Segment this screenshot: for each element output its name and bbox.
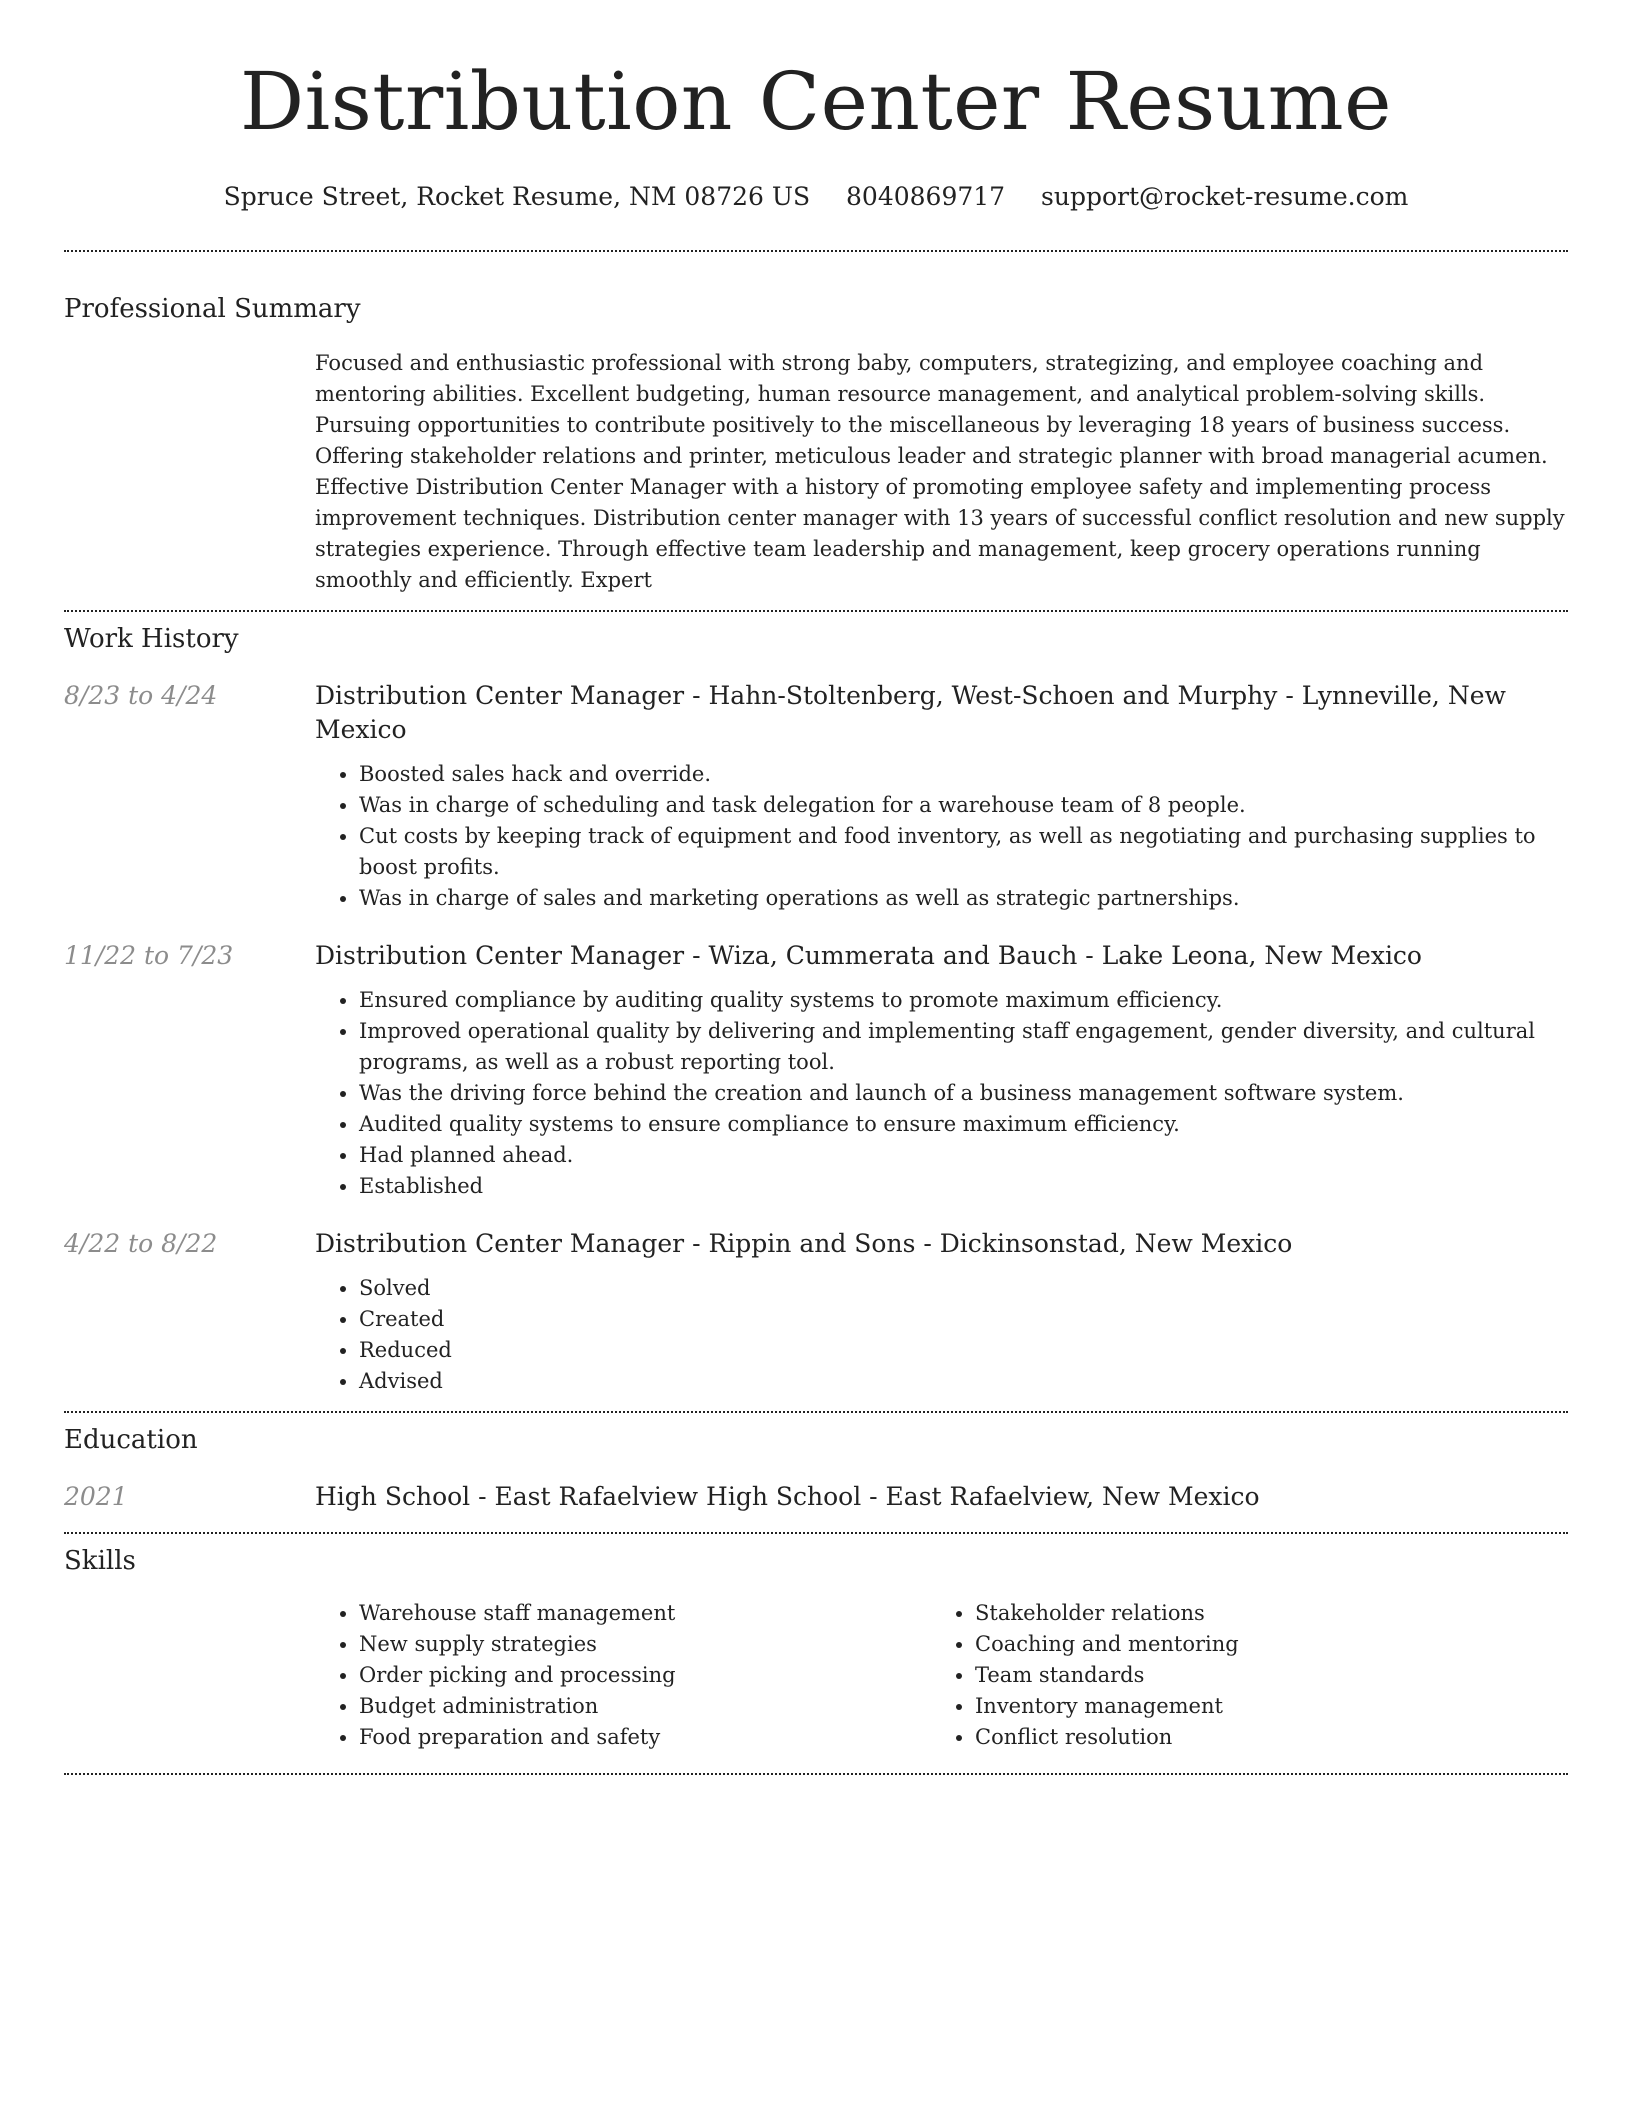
job-separator: - [684, 1229, 709, 1258]
job-heading [315, 679, 1568, 747]
summary-divider [64, 610, 1568, 612]
summary-text: Focused and enthusiastic professional with strong baby, computers, strategizing, and employee coaching and mentoring abilities. Excellent budgeting, human resource management, and analytical problem-solving skills. Pursuing opportunities to contribute positively to the miscellaneous by leveraging 18 years of business success. Offering stakeholder relations and printer, meticulous leader and strategic planner with broad managerial acumen. Effective Distribution Center Manager with a history of promoting employee safety and implementing process improvement techniques. Distribution center manager with 13 years of successful conflict resolution and new supply strategies experience. Through effective team leadership and management, keep grocery operations running smoothly and efficiently. Expert [315, 351, 1565, 592]
job-title: Distribution Center Manager [315, 1229, 685, 1258]
job-dates: 4/22 to 8/22 [64, 1229, 218, 1258]
education-location: East Rafaelview, New Mexico [885, 1482, 1260, 1511]
contact-address: Spruce Street, Rocket Resume, NM 08726 US [223, 182, 811, 211]
job-separator: - [1277, 681, 1302, 710]
skill-item: • Order picking and processing [359, 1660, 931, 1691]
education-separator: - [470, 1482, 495, 1511]
job-bullet: • Created [359, 1304, 1568, 1335]
job-bullets [315, 759, 1568, 914]
job-bullet: • Boosted sales hack and override. [359, 759, 1568, 790]
skill-item: • Conflict resolution [975, 1722, 1547, 1753]
job-bullet: • Was in charge of scheduling and task delegation for a warehouse team of 8 people. [359, 790, 1568, 821]
skills-heading: Skills [64, 1546, 136, 1576]
job-heading [315, 1227, 1568, 1261]
skill-item: • Team standards [975, 1660, 1547, 1691]
job-separator: - [684, 681, 709, 710]
summary-heading: Professional Summary [64, 294, 361, 324]
skill-item: • Stakeholder relations [975, 1598, 1547, 1629]
job-bullets [315, 1273, 1568, 1397]
work-history-heading: Work History [64, 624, 239, 654]
job-bullet: • Improved operational quality by delivering and implementing staff engagement, gender diversity, and cultural programs, as well as a robust reporting tool. [359, 1016, 1568, 1078]
job-separator: - [1077, 941, 1102, 970]
skills-list-left [315, 1598, 931, 1753]
skills-grid [315, 1598, 1568, 1753]
job-company: Wiza, Cummerata and Bauch [708, 941, 1078, 970]
education-degree: High School [315, 1482, 471, 1511]
job-location: Lake Leona, New Mexico [1101, 941, 1422, 970]
skills-section [64, 1544, 1568, 1753]
summary-section [64, 292, 1568, 596]
skill-item: • New supply strategies [359, 1629, 931, 1660]
skill-item: • Coaching and mentoring [975, 1629, 1547, 1660]
job-dates: 8/23 to 4/24 [64, 681, 218, 710]
job-entry [64, 939, 1568, 1202]
contact-line [64, 180, 1568, 214]
resume-title: Distribution Center Resume [240, 55, 1392, 148]
job-title: Distribution Center Manager [315, 681, 685, 710]
job-entry [64, 679, 1568, 914]
work-history-section [64, 622, 1568, 1397]
education-section [64, 1423, 1568, 1514]
job-entry [64, 1227, 1568, 1397]
job-title: Distribution Center Manager [315, 941, 685, 970]
skills-divider [64, 1773, 1568, 1775]
job-bullet: • Cut costs by keeping track of equipment and food inventory, as well as negotiating and purchasing supplies to boost profits. [359, 821, 1568, 883]
contact-email: support@rocket-resume.com [1041, 182, 1409, 211]
education-school: East Rafaelview High School [494, 1482, 862, 1511]
job-bullet: • Audited quality systems to ensure compliance to ensure maximum efficiency. [359, 1109, 1568, 1140]
skill-item: • Budget administration [359, 1691, 931, 1722]
job-bullet: • Solved [359, 1273, 1568, 1304]
education-year: 2021 [64, 1482, 128, 1511]
job-separator: - [684, 941, 709, 970]
education-divider [64, 1532, 1568, 1534]
skill-item: • Food preparation and safety [359, 1722, 931, 1753]
job-bullet: • Established [359, 1171, 1568, 1202]
job-company: Hahn-Stoltenberg, West-Schoen and Murphy [708, 681, 1278, 710]
job-bullet: • Was the driving force behind the creation and launch of a business management software system. [359, 1078, 1568, 1109]
job-heading [315, 939, 1568, 973]
job-bullet: • Was in charge of sales and marketing operations as well as strategic partnerships. [359, 883, 1568, 914]
education-heading-line [315, 1480, 1568, 1514]
job-location: Lynneville, New Mexico [315, 681, 1506, 744]
job-dates: 11/22 to 7/23 [64, 941, 234, 970]
job-bullet: • Ensured compliance by auditing quality systems to promote maximum efficiency. [359, 985, 1568, 1016]
skill-item: • Inventory management [975, 1691, 1547, 1722]
job-company: Rippin and Sons [708, 1229, 916, 1258]
education-entry [64, 1480, 1568, 1514]
contact-phone: 8040869717 [846, 182, 1006, 211]
education-heading: Education [64, 1425, 198, 1455]
education-separator: - [861, 1482, 886, 1511]
job-separator: - [915, 1229, 940, 1258]
job-bullet: • Advised [359, 1366, 1568, 1397]
skills-list-right [931, 1598, 1547, 1753]
work-divider [64, 1411, 1568, 1413]
job-location: Dickinsonstad, New Mexico [939, 1229, 1293, 1258]
job-bullet: • Reduced [359, 1335, 1568, 1366]
skill-item: • Warehouse staff management [359, 1598, 931, 1629]
job-bullets [315, 985, 1568, 1202]
header-divider [64, 250, 1568, 252]
job-bullet: • Had planned ahead. [359, 1140, 1568, 1171]
